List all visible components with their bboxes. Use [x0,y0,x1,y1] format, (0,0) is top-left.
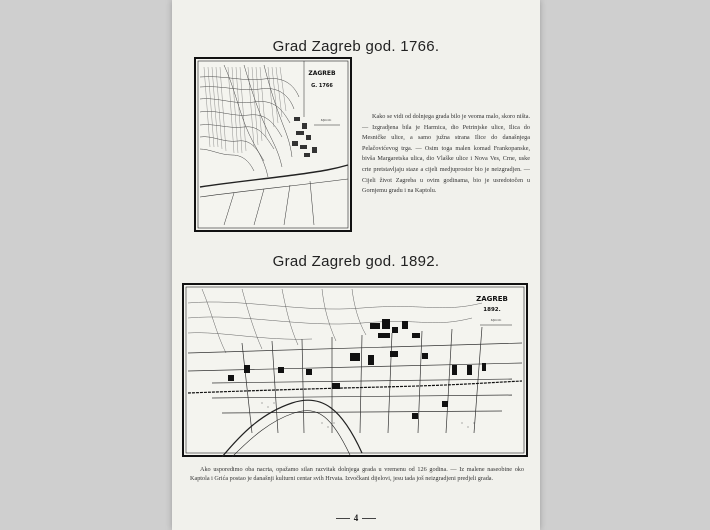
book-page [172,0,540,530]
map-1766 [194,57,352,232]
page-number [172,513,540,523]
page-number-value: 4 [353,513,359,523]
page-number-rule-right [362,518,376,519]
paragraph-comparison: Ako usporedimo oba nacrta, opažamo silan razvitak dolnjega grada u vremenu od 126 godina. — Iz malene naseobine oko Kaptola i Grića postao je današnji kulturni centar svih Hrvata. Izvočkani dijelovi, jesu tada još neizgradjeni predjeli grada. [190,466,524,482]
heading-1766: Grad Zagreb god. 1766. [272,38,440,55]
map-1892-scale-label: Mjerilo [490,318,502,322]
map-1892-city-label: ZAGREB [476,295,508,303]
map-1766-city-label: ZAGREB [308,70,336,77]
map-1892-year-label: 1892. [483,307,501,313]
map-1766-year-label: G. 1766 [311,83,333,89]
map-1766-scale-label: Mjerilo [320,118,332,122]
paragraph-1766: Kako se vidi od dolnjega grada bilo je veoma malo, skoro ništa. — Izgradjena bila je Harmica, dio Petrinjske ulice, Ilica do Mesničke ulice, a samo južna strana Ilice do današnjega Pelačovićevog trga. — Osim toga malen komad Frankopanske, bivša Margaretska ulica, dio Vlaške ulice i Nova Ves, Crne, uske crte pretstavljaju staze a cijeli medjuprostor bio je neizgradjen. — Cijeli život Zagreba u ovim godinama, bio je usredotočen u Gornjemu gradu i na Kaptolu. [362,113,530,195]
page-number-rule-left [336,518,350,519]
heading-1892: Grad Zagreb god. 1892. [272,253,440,270]
map-1892 [182,283,528,457]
